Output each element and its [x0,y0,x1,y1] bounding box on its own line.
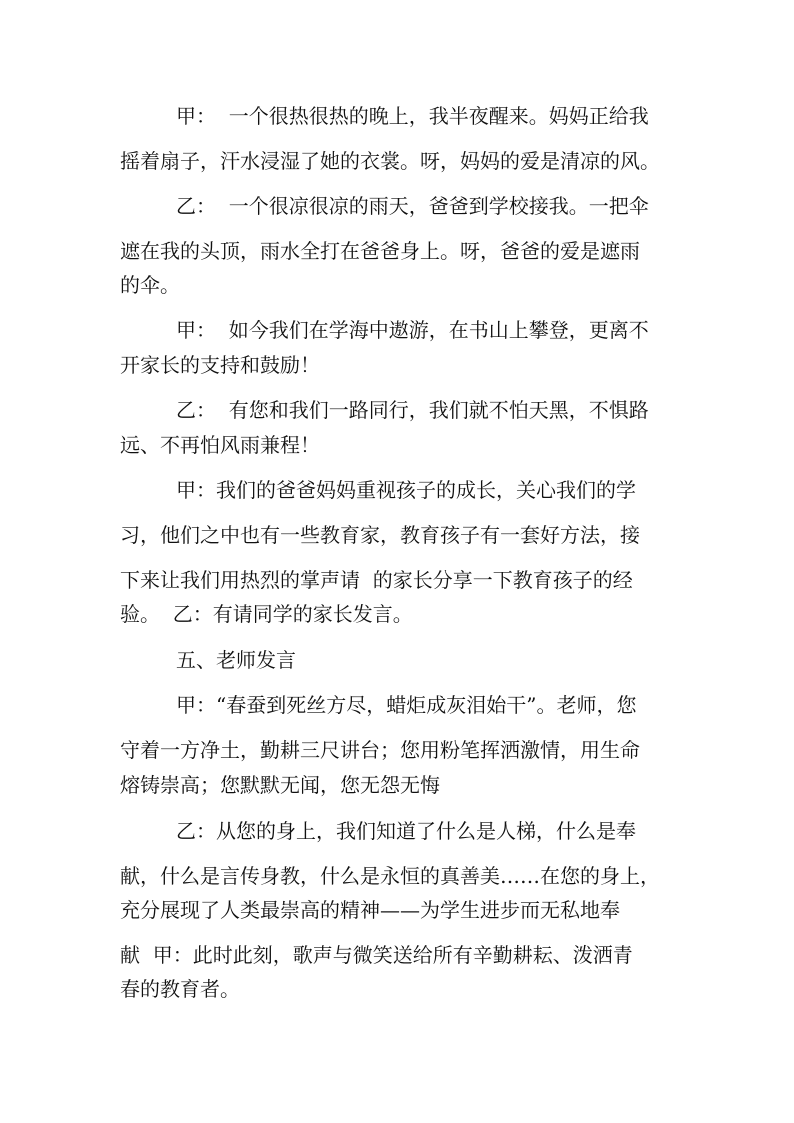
text-line: 熔铸崇高；您默默无闻，您无怨无悔 [120,773,440,797]
text-line: 守着一方净土，勤耕三尺讲台；您用粉笔挥洒激情，用生命 [120,738,640,762]
text-line: 乙：从您的身上，我们知道了什么是人梯，什么是奉 [176,819,636,843]
text-line: 春的教育者。 [120,977,240,1001]
text-line: 远、不再怕风雨兼程！ [120,433,320,457]
text-line: 开家长的支持和鼓励！ [120,353,320,377]
section-heading: 五、老师发言 [176,648,296,672]
text-line: 遮在我的头顶，雨水全打在爸爸身上。呀，爸爸的爱是遮雨 [120,239,640,263]
text-line: 甲： 如今我们在学海中遨游，在书山上攀登，更离不 [176,318,649,342]
text-line: 献 甲：此时此刻，歌声与微笑送给所有辛勤耕耘、泼洒青 [120,943,633,967]
text-line: 甲：“春蚕到死丝方尽，蜡炬成灰泪始干”。老师，您 [176,693,637,717]
text-line: 充分展现了人类最崇高的精神——为学生进步而无私地奉 [120,898,620,922]
text-line: 摇着扇子，汗水浸湿了她的衣裳。呀，妈妈的爱是清凉的风。 [120,149,660,173]
text-line: 甲：我们的爸爸妈妈重视孩子的成长，关心我们的学 [176,478,636,502]
text-line: 验。 乙：有请同学的家长发言。 [120,602,413,626]
text-line: 下来让我们用热烈的掌声请 的家长分享一下教育孩子的经 [120,568,633,592]
text-line: 甲： 一个很热很热的晚上，我半夜醒来。妈妈正给我 [176,104,649,128]
text-line: 的伞。 [120,273,180,297]
text-line: 习，他们之中也有一些教育家，教育孩子有一套好方法，接 [120,523,640,547]
text-line: 乙： 一个很凉很凉的雨天，爸爸到学校接我。一把伞 [176,194,649,218]
text-line: 乙： 有您和我们一路同行，我们就不怕天黑，不惧路 [176,398,649,422]
text-line: 献，什么是言传身教，什么是永恒的真善美……在您的身上， [120,864,660,888]
